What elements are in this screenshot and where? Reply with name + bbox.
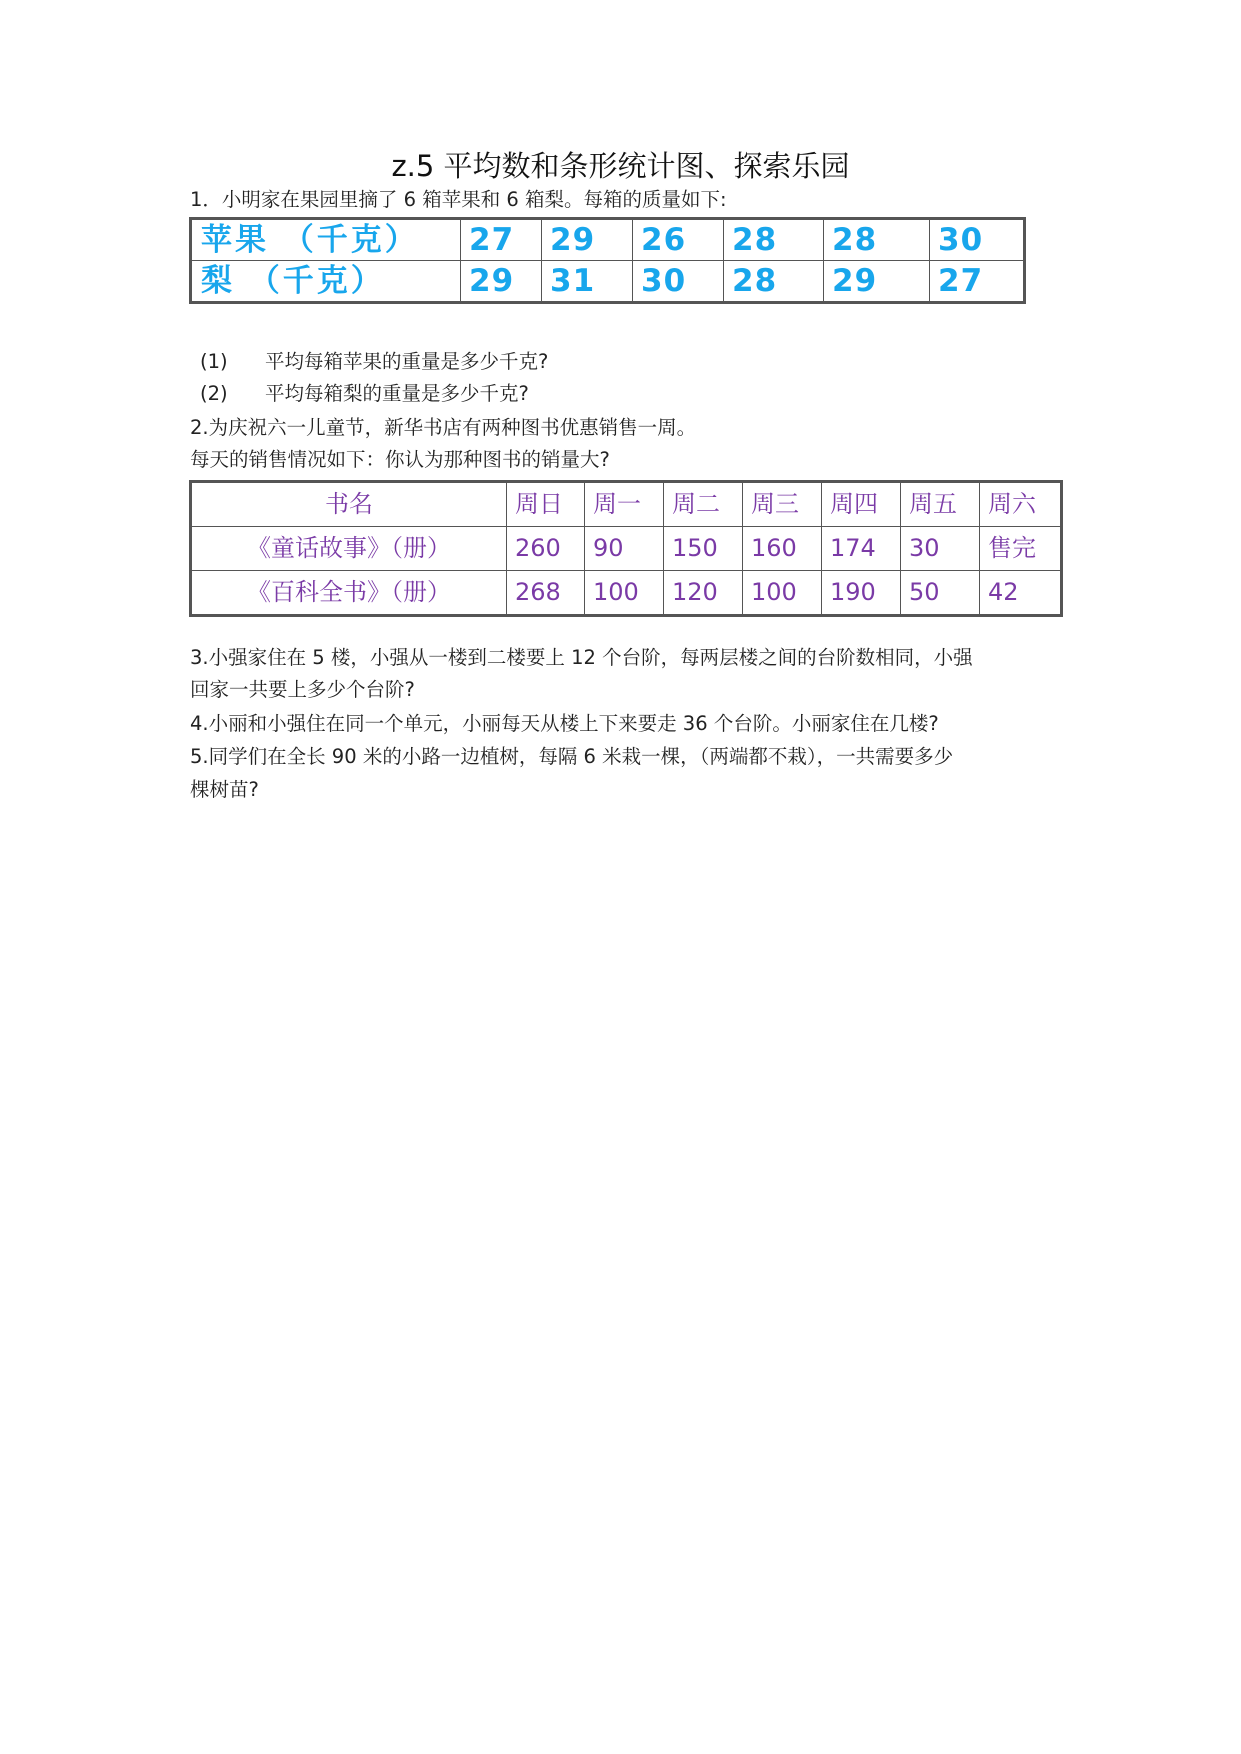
table-cell: 100 <box>585 571 664 616</box>
row-label-apple: 苹果 （千克） <box>191 219 461 261</box>
table-row <box>191 261 1025 303</box>
column-header: 周二 <box>664 482 743 527</box>
subquestion-2-number: (2) <box>200 382 228 405</box>
question-5-line-1: 5.同学们在全长 90 米的小路一边植树，每隔 6 米栽一棵，（两端都不栽），一共需要多少 <box>190 745 954 768</box>
table-cell: 30 <box>633 261 724 303</box>
table-cell: 100 <box>743 571 822 616</box>
column-header: 书名 <box>191 482 507 527</box>
table-row <box>191 571 1062 616</box>
table-row <box>191 527 1062 571</box>
table-cell: 150 <box>664 527 743 571</box>
subquestion-1-number: (1) <box>200 350 228 373</box>
table-cell: 28 <box>824 219 930 261</box>
column-header: 周五 <box>901 482 980 527</box>
book-name-encyclopedia: 《百科全书》（册） <box>191 571 507 616</box>
table-cell: 27 <box>930 261 1025 303</box>
column-header: 周六 <box>980 482 1062 527</box>
subquestion-2-text: 平均每箱梨的重量是多少千克? <box>265 382 529 405</box>
question-2-line-2: 每天的销售情况如下：你认为那种图书的销量大? <box>190 448 610 471</box>
table-cell: 28 <box>724 261 824 303</box>
page-title: z.5 平均数和条形统计图、探索乐园 <box>391 149 850 183</box>
table-cell: 30 <box>901 527 980 571</box>
subquestion-1-text: 平均每箱苹果的重量是多少千克? <box>265 350 549 373</box>
table-row <box>191 219 1025 261</box>
question-3-line-2: 回家一共要上多少个台阶? <box>190 678 415 701</box>
table-cell: 268 <box>507 571 585 616</box>
column-header: 周日 <box>507 482 585 527</box>
table-cell: 190 <box>822 571 901 616</box>
table-cell: 160 <box>743 527 822 571</box>
table-cell: 31 <box>542 261 633 303</box>
table-cell: 30 <box>930 219 1025 261</box>
table-cell: 26 <box>633 219 724 261</box>
table-cell: 90 <box>585 527 664 571</box>
book-name-fairy-tales: 《童话故事》（册） <box>191 527 507 571</box>
table-header-row <box>191 482 1062 527</box>
table-cell: 29 <box>824 261 930 303</box>
column-header: 周四 <box>822 482 901 527</box>
question-1-intro: 1．小明家在果园里摘了 6 箱苹果和 6 箱梨。每箱的质量如下: <box>190 188 727 211</box>
table-cell: 260 <box>507 527 585 571</box>
table-cell: 29 <box>461 261 542 303</box>
row-label-pear: 梨 （千克） <box>191 261 461 303</box>
table-cell: 27 <box>461 219 542 261</box>
table-cell: 174 <box>822 527 901 571</box>
table-cell: 28 <box>724 219 824 261</box>
question-3-line-1: 3.小强家住在 5 楼，小强从一楼到二楼要上 12 个台阶，每两层楼之间的台阶数相同，小强 <box>190 646 973 669</box>
question-5-line-2: 棵树苗? <box>190 778 259 801</box>
table-cell: 120 <box>664 571 743 616</box>
table-cell: 50 <box>901 571 980 616</box>
question-4-line-1: 4.小丽和小强住在同一个单元，小丽每天从楼上下来要走 36 个台阶。小丽家住在几楼? <box>190 712 939 735</box>
table-cell: 售完 <box>980 527 1062 571</box>
table-cell: 42 <box>980 571 1062 616</box>
fruit-weight-table <box>189 217 1026 304</box>
book-sales-table <box>189 480 1063 617</box>
question-2-line-1: 2.为庆祝六一儿童节，新华书店有两种图书优惠销售一周。 <box>190 416 697 439</box>
table-cell: 29 <box>542 219 633 261</box>
column-header: 周三 <box>743 482 822 527</box>
column-header: 周一 <box>585 482 664 527</box>
